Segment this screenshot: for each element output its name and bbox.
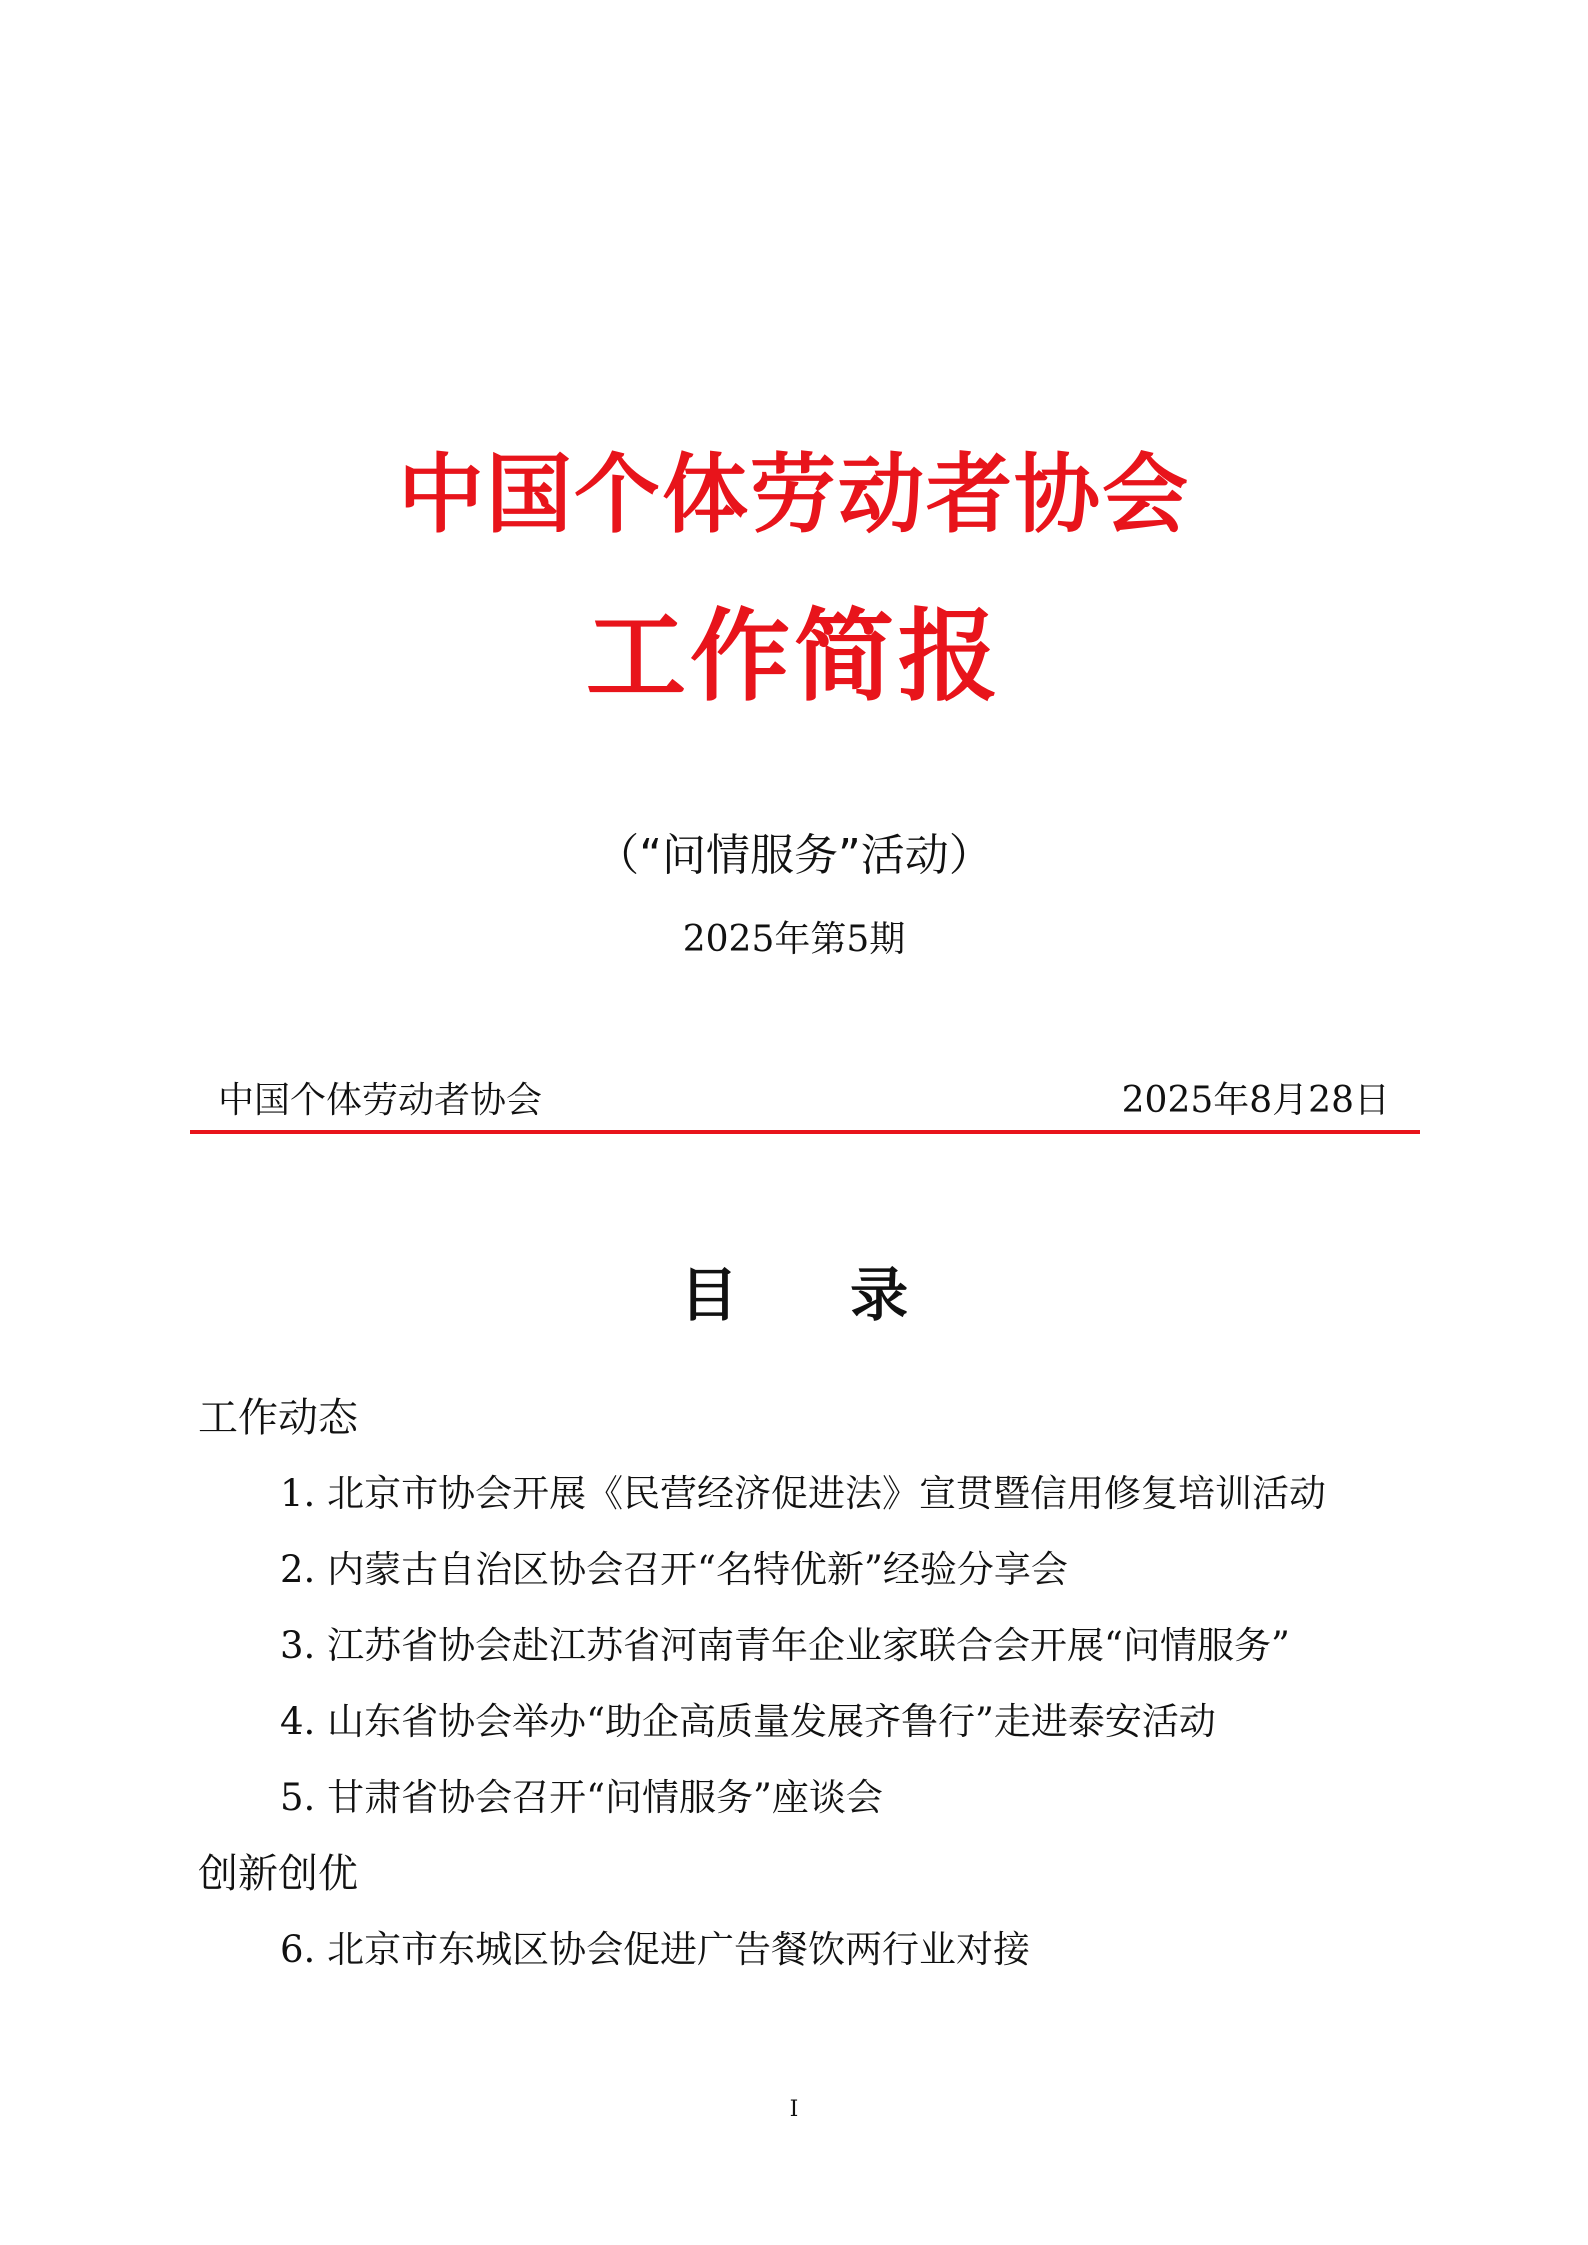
toc-section-heading: 创新创优 (198, 1851, 358, 1897)
issue-number: 2025年第5期 (682, 919, 906, 960)
masthead-subtitle: 工作简报 (586, 597, 1002, 715)
red-divider (190, 1130, 1420, 1134)
page-number: I (789, 2097, 799, 2122)
table-of-contents (198, 1380, 1398, 1988)
toc-item[interactable]: 2. 内蒙古自治区协会召开“名特优新”经验分享会 (280, 1548, 1068, 1591)
publish-date: 2025年8月28日 (1121, 1080, 1390, 1121)
toc-item[interactable]: 6. 北京市东城区协会促进广告餐饮两行业对接 (280, 1928, 1031, 1971)
activity-subtitle: （“问情服务”活动） (595, 830, 993, 881)
publisher-date-row (218, 1073, 1390, 1129)
toc-item[interactable]: 3. 江苏省协会赴江苏省河南青年企业家联合会开展“问情服务” (280, 1624, 1290, 1667)
toc-section-heading: 工作动态 (198, 1395, 358, 1441)
toc-title: 目 录 (679, 1261, 955, 1329)
toc-item[interactable]: 1. 北京市协会开展《民营经济促进法》宣贯暨信用修复培训活动 (280, 1472, 1327, 1515)
masthead-title: 中国个体劳动者协会 (398, 444, 1190, 545)
toc-item[interactable]: 4. 山东省协会举办“助企高质量发展齐鲁行”走进泰安活动 (280, 1700, 1216, 1743)
publisher-name: 中国个体劳动者协会 (218, 1080, 543, 1121)
toc-item[interactable]: 5. 甘肃省协会召开“问情服务”座谈会 (280, 1776, 883, 1819)
